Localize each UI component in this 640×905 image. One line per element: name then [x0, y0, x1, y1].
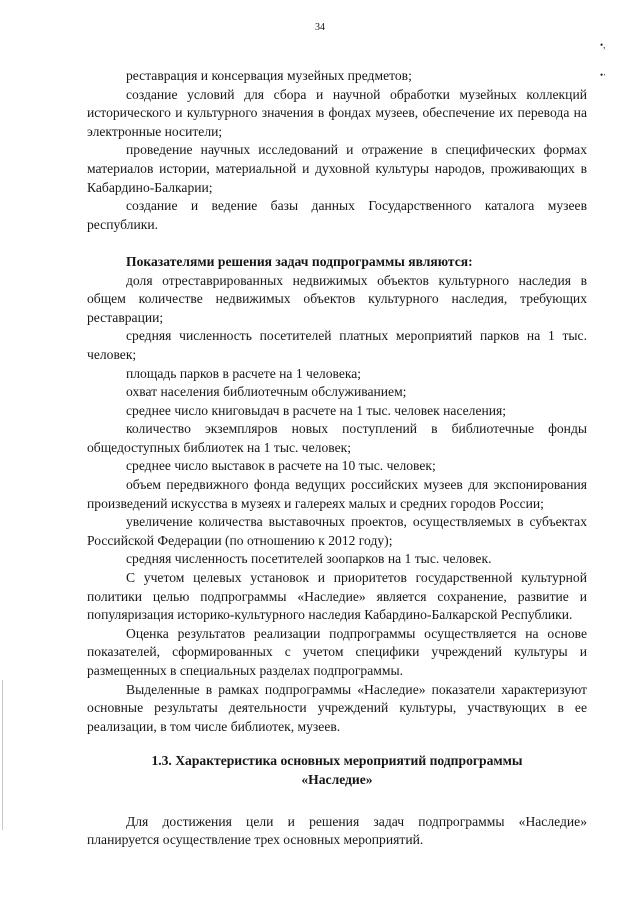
indicator-item: среднее число книговыдач в расчете на 1 тыс. человек населения;	[126, 402, 507, 418]
page-number: 34	[315, 22, 325, 33]
indicator-item: среднее число выставок в расчете на 10 тыс. человек;	[126, 458, 436, 474]
section-title-line: «Наследие»	[301, 771, 373, 787]
closing-paragraph: Для достижения цели и решения задач подпрограммы «Наследие» планируется осуществление трех основных мероприятий.	[87, 813, 587, 848]
indicator-item: объем передвижного фонда ведущих российских музеев для экспонирования произведений искусства в музеях и галереях малых и средних городов России;	[87, 477, 587, 511]
top-item: реставрация и консервация музейных предметов;	[126, 68, 412, 83]
scan-margin-line	[2, 680, 3, 830]
indicator-item: охват населения библиотечным обслуживанием;	[126, 384, 407, 400]
corner-mark: •,	[600, 40, 606, 50]
top-item: проведение научных исследований и отражение в специфических формах материалов истории, материальной и духовной культуры народов, проживающих в Кабардино-Балкарии;	[87, 142, 587, 195]
body-paragraph: Оценка результатов реализации подпрограммы осуществляется на основе показателей, сформированных с учетом специфики учреждений культуры и размещенных в специальных разделах подпрограммы.	[87, 625, 587, 678]
indicator-item: доля отреставрированных недвижимых объектов культурного наследия в общем количестве недвижимых объектов культурного наследия, требующих реставрации;	[87, 272, 587, 325]
indicator-item: количество экземпляров новых поступлений в библиотечные фонды общедоступных библиотек на 1 тыс. человек;	[87, 421, 587, 455]
indicator-item: увеличение количества выставочных проектов, осуществляемых в субъектах Российской Федерации (по отношению к 2012 году);	[87, 514, 587, 548]
body-paragraph: С учетом целевых установок и приоритетов государственной культурной политики целью подпрограммы «Наследие» является сохранение, развитие и популяризация историко-культурного наследия Кабардино-Балкарской Республики.	[87, 570, 587, 623]
indicator-item: площадь парков в расчете на 1 человека;	[126, 365, 362, 381]
body-paragraph: Выделенные в рамках подпрограммы «Наследие» показатели характеризуют основные результаты деятельности учреждений культуры, участвующих в ее реализации, в том числе библиотек, музеев.	[87, 681, 587, 734]
indicators-heading: Показателями решения задач подпрограммы являются:	[126, 253, 473, 269]
section-title-line: 1.3. Характеристика основных мероприятий подпрограммы	[151, 753, 523, 769]
section-title	[87, 752, 587, 789]
corner-mark: •‧	[600, 70, 607, 80]
indicator-item: средняя численность посетителей платных мероприятий парков на 1 тыс. человек;	[87, 328, 587, 362]
top-item: создание условий для сбора и научной обработки музейных коллекций исторического и культурного значения в фондах музеев, обеспечение их перевода на электронные носители;	[87, 86, 587, 139]
scan-corner-marks	[600, 30, 606, 90]
document-body	[87, 67, 587, 850]
top-item: создание и ведение базы данных Государственного каталога музеев республики.	[87, 198, 587, 232]
indicator-item: средняя численность посетителей зоопарков на 1 тыс. человек.	[126, 551, 492, 567]
